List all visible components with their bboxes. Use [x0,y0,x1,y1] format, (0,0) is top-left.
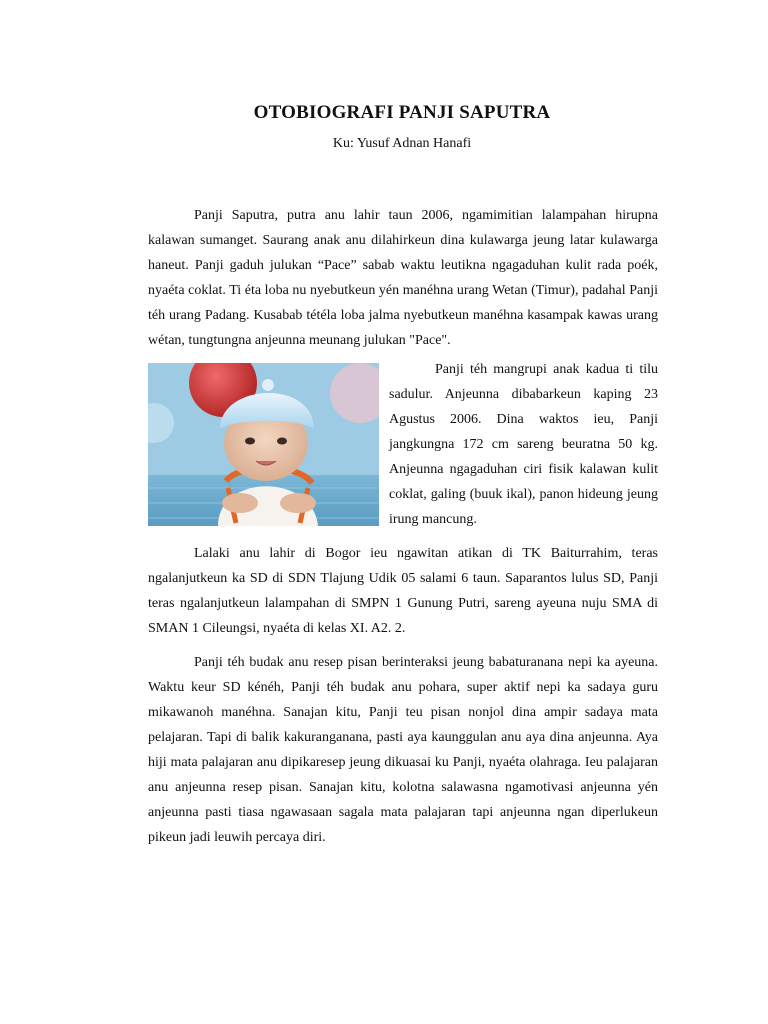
paragraph-4: Panji téh budak anu resep pisan berinteraksi jeung babaturanana nepi ka ayeuna. Waktu keur SD kénéh, Panji téh budak anu pohara, super aktif nepi ka sadaya guru mikawanoh manéhna. Sanajan kitu, Panji teu pisan nonjol dina ampir sadaya mata pelajaran. Tapi di balik kakuranganana, pasti aya kaunggulan anu aya dina anjeunna. Aya hiji mata palajaran anu dipikaresep jeung dikuasai ku Panji, nyaéta olahraga. Ieu palajaran anu anjeunna resep pisan. Sanajan kitu, kolotna salawasna ngamotivasi anjeunna yén anjeunna pasti tiasa ngawasaan sagala mata palajaran tapi anjeunna ngan diperlukeun pikeun jadi leuwih percaya diri. [148,655,658,845]
paragraph-2: Panji téh mangrupi anak kadua ti tilu sadulur. Anjeunna dibabarkeun kaping 23 Agustus 2006. Dina waktos ieu, Panji jangkungna 172 cm sareng beuratna 50 kg. Anjeunna ngagaduhan ciri fisik kalawan kulit coklat, galing (buuk ikal), panon hideung jeung irung mancung. [389,362,658,527]
paragraph-1: Panji Saputra, putra anu lahir taun 2006, ngamimitian lalampahan hirupna kalawan sumanget. Saurang anak anu dilahirkeun dina kulawarga jeung latar kulawarga haneut. Panji gaduh julukan “Pace” sabab waktu leutikna ngagaduhan kulit rada poék, nyaéta coklat. Ti éta loba nu nyebutkeun yén manéhna urang Wetan (Timur), padahal Panji téh urang Padang. Kusabab tétéla loba jalma nyebutkeun manéhna kasampak kawas urang wétan, tungtungna anjeunna meunang julukan "Pace". [148,208,658,348]
paragraph-3: Lalaki anu lahir di Bogor ieu ngawitan atikan di TK Baiturrahim, teras ngalanjutkeun ka SD di SDN Tlajung Udik 05 salami 6 taun. Saparantos lulus SD, Panji teras ngalanjutkeun lalampahan di SMPN 1 Gunung Putri, sareng ayeuna nuju SMA di SMAN 1 Cileungsi, nyaéta di kelas XI. A2. 2. [148,546,658,636]
document-title: OTOBIOGRAFI PANJI SAPUTRA [253,102,551,123]
photo-section [148,357,658,532]
baby-photo-illustration [148,363,379,526]
document-body [148,203,658,850]
baby-photo [148,363,379,526]
document-author: Ku: Yusuf Adnan Hanafi [332,136,472,151]
